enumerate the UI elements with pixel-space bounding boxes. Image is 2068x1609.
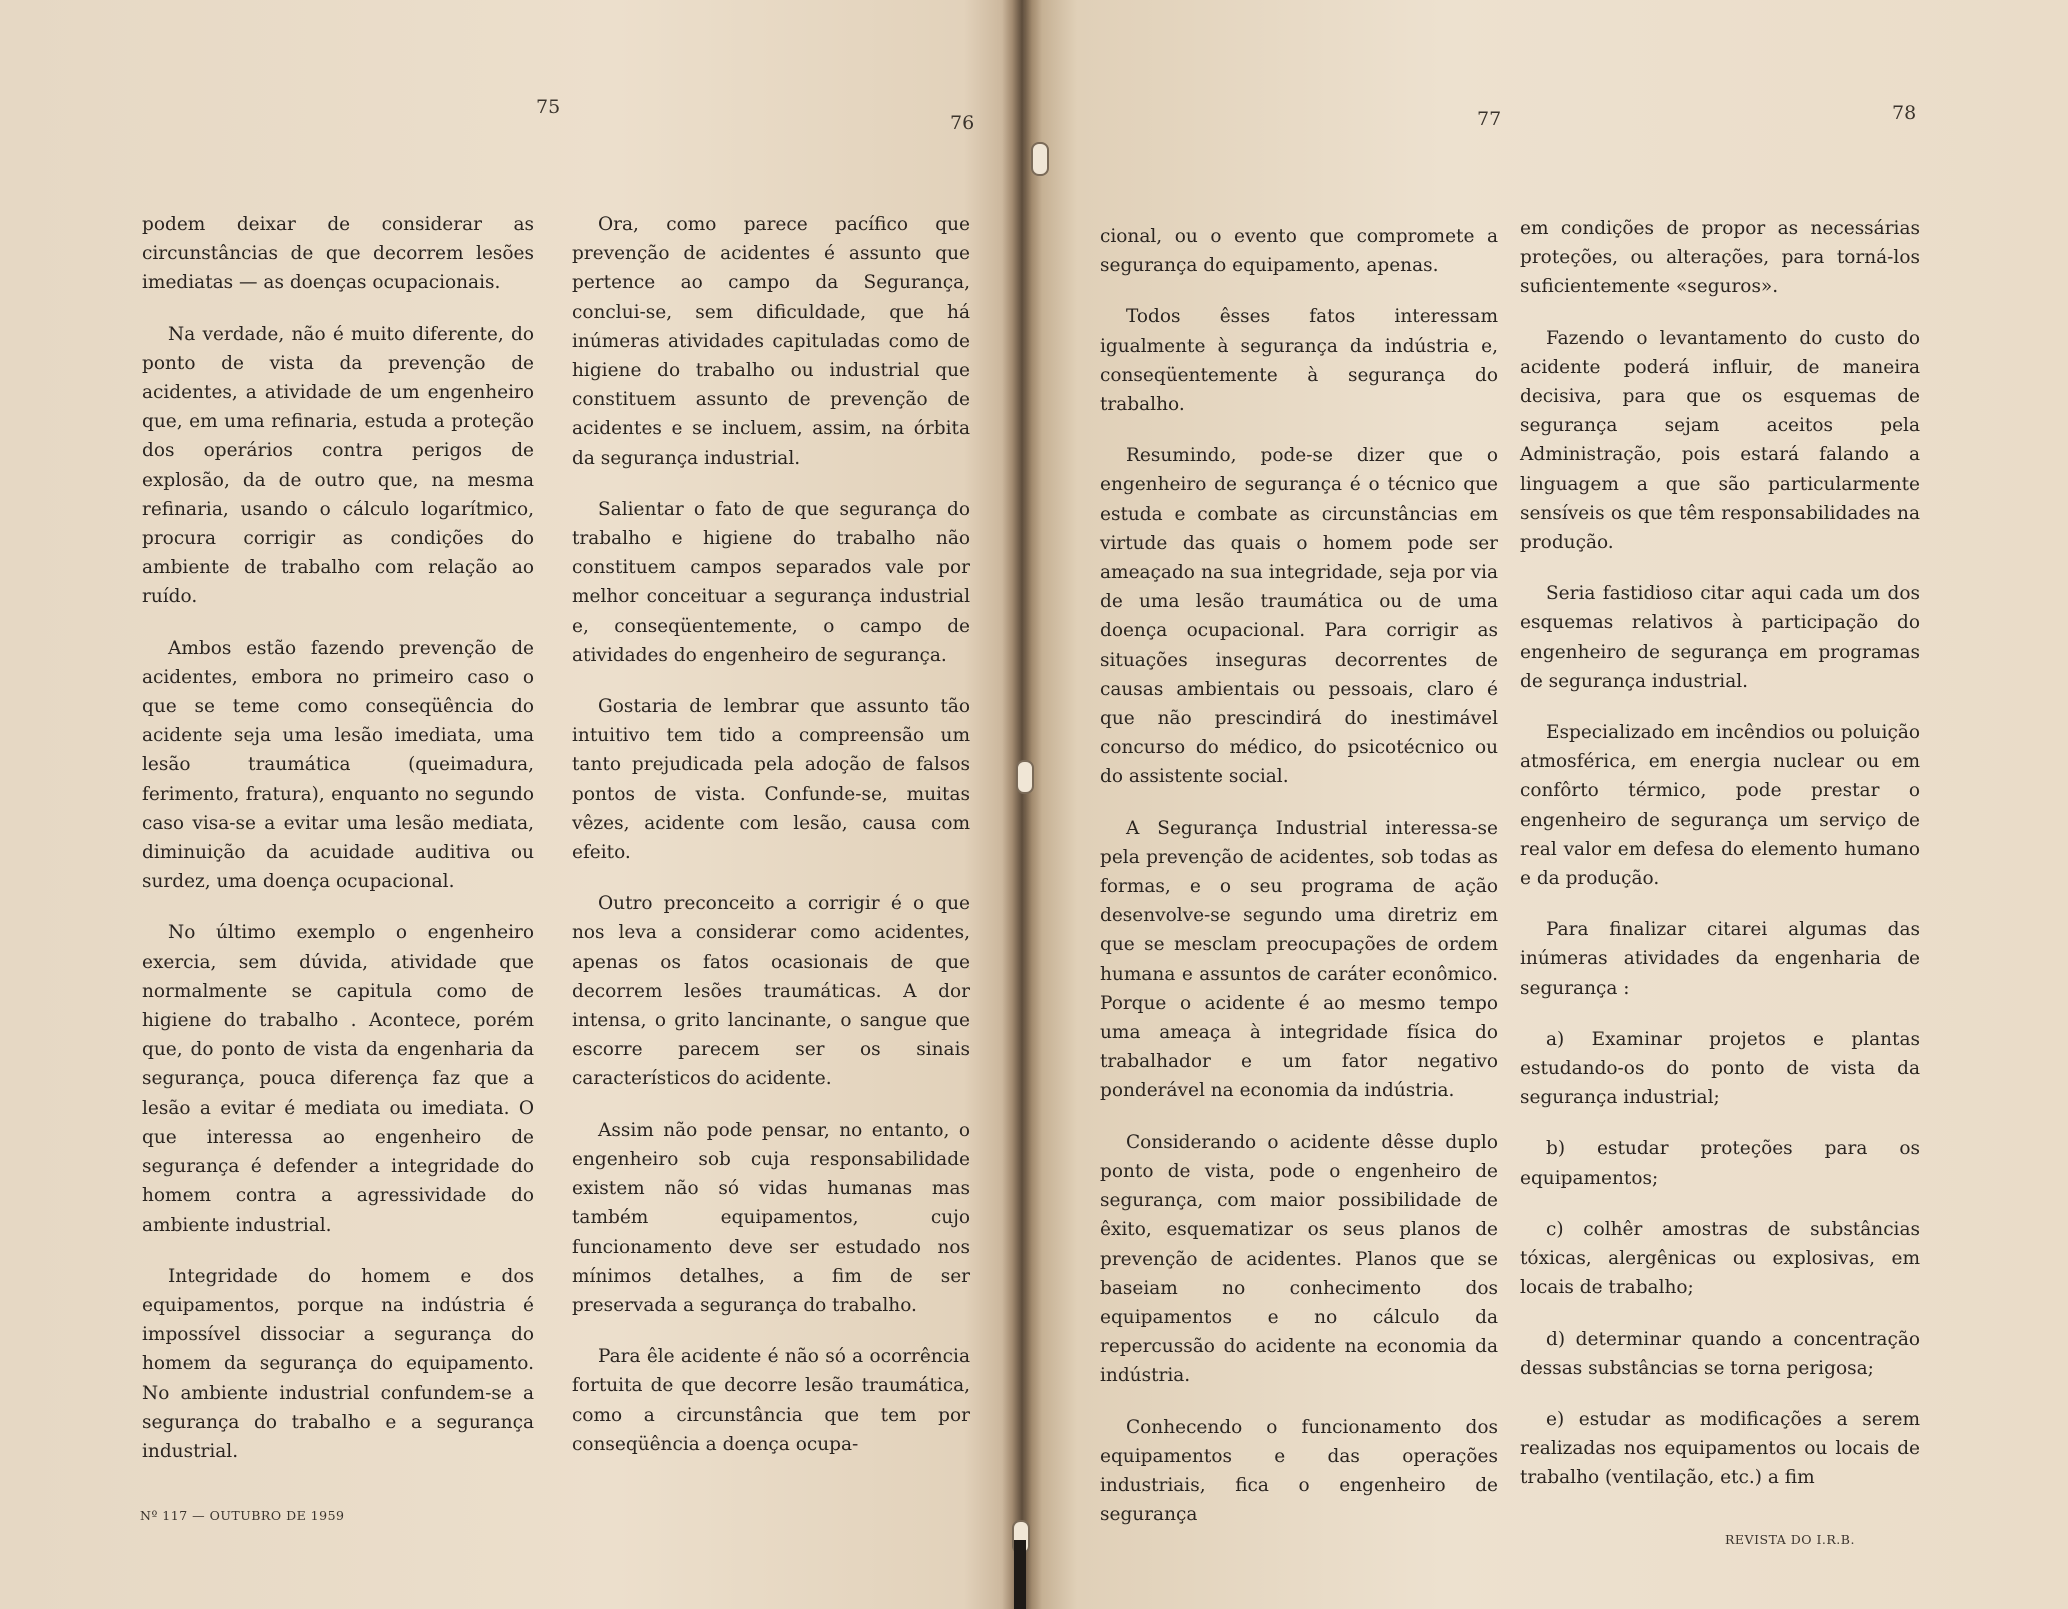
paragraph: A Segurança Industrial interessa-se pela prevenção de acidentes, sob todas as formas, e o seu programa de ação desenvolve-se segundo uma diretriz em que se mesclam preocupações de ordem humana e assuntos de caráter econômico. Porque o acidente é ao mesmo tempo uma ameaça à integridade física do trabalhador e um fator negativo ponderável na economia da indústria. xyxy=(1100,817,1498,1102)
journal-footer: REVISTA DO I.R.B. xyxy=(1725,1532,1855,1547)
paragraph: No último exemplo o engenheiro exercia, sem dúvida, atividade que normalmente se capitula como de higiene do trabalho . Acontece, porém que, do ponto de vista da engenharia da segurança, pouca diferença faz que a lesão a evitar é mediata ou imediata. O que interessa ao engenheiro de segurança é defender a integridade do homem contra a agressividade do ambiente industrial. xyxy=(142,922,534,1236)
column-page-76 xyxy=(572,210,970,1481)
list-item: a) Examinar projetos e plantas estudando-os do ponto de vista da segurança industrial; xyxy=(1520,1028,1920,1109)
list-item: d) determinar quando a concentração dessas substâncias se torna perigosa; xyxy=(1520,1328,1920,1379)
paragraph: Para êle acidente é não só a ocorrência fortuita de que decorre lesão traumática, como a circunstância que tem por conseqüência a doença ocupa- xyxy=(572,1346,970,1455)
page-number-75: 75 xyxy=(536,96,561,118)
paragraph: Integridade do homem e dos equipamentos, porque na indústria é impossível dissociar a segurança do homem da segurança do equipamento. No ambiente industrial confundem-se a segurança do trabalho e a segurança industrial. xyxy=(142,1265,534,1462)
paragraph: Salientar o fato de que segurança do trabalho e higiene do trabalho não constituem campos separados vale por melhor conceituar a segurança industrial e, conseqüentemente, o campo de atividades do engenheiro de segurança. xyxy=(572,498,970,666)
paragraph: em condições de propor as necessárias proteções, ou alterações, para torná-los suficientemente «seguros». xyxy=(1520,218,1920,298)
column-page-75 xyxy=(142,210,534,1488)
paragraph: Especializado em incêndios ou poluição atmosférica, em energia nuclear ou em confôrto térmico, pode prestar o engenheiro de segurança um serviço de real valor em defesa do elemento humano e da produção. xyxy=(1520,722,1920,890)
page-number-78: 78 xyxy=(1892,102,1917,124)
page-number-77: 77 xyxy=(1477,108,1502,130)
list-item: b) estudar proteções para os equipamentos; xyxy=(1520,1138,1920,1189)
binding-spine xyxy=(1014,1540,1026,1609)
paragraph: Outro preconceito a corrigir é o que nos leva a considerar como acidentes, apenas os fatos ocasionais de que decorrem lesões traumáticas. A dor intensa, o grito lancinante, o sangue que escorre parecem ser os sinais característicos do acidente. xyxy=(572,893,970,1090)
paragraph: Fazendo o levantamento do custo do acidente poderá influir, de maneira decisiva, para que os esquemas de segurança sejam aceitos pela Administração, pois estará falando a linguagem a que são particularmente sensíveis os que têm responsabilidades na produção. xyxy=(1520,327,1920,554)
column-page-77 xyxy=(1100,222,1498,1551)
paragraph: Seria fastidioso citar aqui cada um dos esquemas relativos à participação do engenheiro de segurança em programas de segurança industrial. xyxy=(1520,583,1920,692)
right-page xyxy=(1025,0,2068,1609)
paragraph: Ora, como parece pacífico que prevenção de acidentes é assunto que pertence ao campo da Segurança, conclui-se, sem dificuldade, que há inúmeras atividades capituladas como de higiene do trabalho ou industrial que constituem assunto de prevenção de acidentes e se incluem, assim, na órbita da segurança industrial. xyxy=(572,214,970,469)
list-item: c) colhêr amostras de substâncias tóxicas, alergênicas ou explosivas, em locais de trabalho; xyxy=(1520,1218,1920,1299)
binding-gutter xyxy=(1002,0,1042,1609)
paragraph: Gostaria de lembrar que assunto tão intuitivo tem tido a compreensão um tanto prejudicada pela adoção de falsos pontos de vista. Confunde-se, muitas vêzes, acidente com lesão, causa com efeito. xyxy=(572,696,970,864)
list-item: e) estudar as modificações a serem realizadas nos equipamentos ou locais de trabalho (ventilação, etc.) a fim xyxy=(1520,1408,1920,1489)
paragraph: Ambos estão fazendo prevenção de acidentes, embora no primeiro caso o que se teme como conseqüência do acidente seja uma lesão imediata, uma lesão traumática (queimadura, ferimento, fratura), enquanto no segundo caso visa-se a evitar uma lesão mediata, diminuição da acuidade auditiva ou surdez, uma doença ocupacional. xyxy=(142,637,534,893)
paragraph: Todos êsses fatos interessam igualmente à segurança da indústria e, conseqüentemente à segurança do trabalho. xyxy=(1100,306,1498,416)
paragraph: cional, ou o evento que compromete a segurança do equipamento, apenas. xyxy=(1100,226,1498,277)
column-page-78 xyxy=(1520,214,1920,1515)
paragraph: Conhecendo o funcionamento dos equipamentos e das operações industriais, fica o engenheiro de segurança xyxy=(1100,1416,1498,1526)
paragraph: Resumindo, pode-se dizer que o engenheiro de segurança é o técnico que estuda e combate as circunstâncias em virtude das quais o homem pode ser ameaçado na sua integridade, seja por via de uma lesão traumática ou de uma doença ocupacional. Para corrigir as situações inseguras decorrentes de causas ambientais ou pessoais, claro é que não prescindirá do inestimável concurso do médico, do psicotécnico ou do assistente social. xyxy=(1100,445,1498,788)
paragraph: Na verdade, não é muito diferente, do ponto de vista da prevenção de acidentes, a atividade de um engenheiro que, em uma refinaria, estuda a proteção dos operários contra perigos de explosão, da de outro que, na mesma refinaria, usando o cálculo logarítmico, procura corrigir as condições do ambiente de trabalho com relação ao ruído. xyxy=(142,323,534,608)
left-page xyxy=(0,0,1025,1609)
binding-thread xyxy=(1016,760,1034,794)
paragraph: Considerando o acidente dêsse duplo ponto de vista, pode o engenheiro de segurança, com maior possibilidade de êxito, esquematizar os seus planos de prevenção de acidentes. Planos que se baseiam no conhecimento dos equipamentos e no cálculo da repercussão do acidente na economia da indústria. xyxy=(1100,1131,1498,1387)
paragraph: Para finalizar citarei algumas das inúmeras atividades da engenharia de segurança : xyxy=(1520,919,1920,999)
paragraph: podem deixar de considerar as circunstâncias de que decorrem lesões imediatas — as doenças ocupacionais. xyxy=(142,214,534,294)
binding-thread xyxy=(1031,142,1049,176)
issue-footer: Nº 117 — OUTUBRO DE 1959 xyxy=(140,1508,345,1523)
paragraph: Assim não pode pensar, no entanto, o engenheiro sob cuja responsabilidade existem não só vidas humanas mas também equipamentos, cujo funcionamento deve ser estudado nos mínimos detalhes, a fim de ser preservada a segurança do trabalho. xyxy=(572,1119,970,1316)
page-number-76: 76 xyxy=(950,112,975,134)
